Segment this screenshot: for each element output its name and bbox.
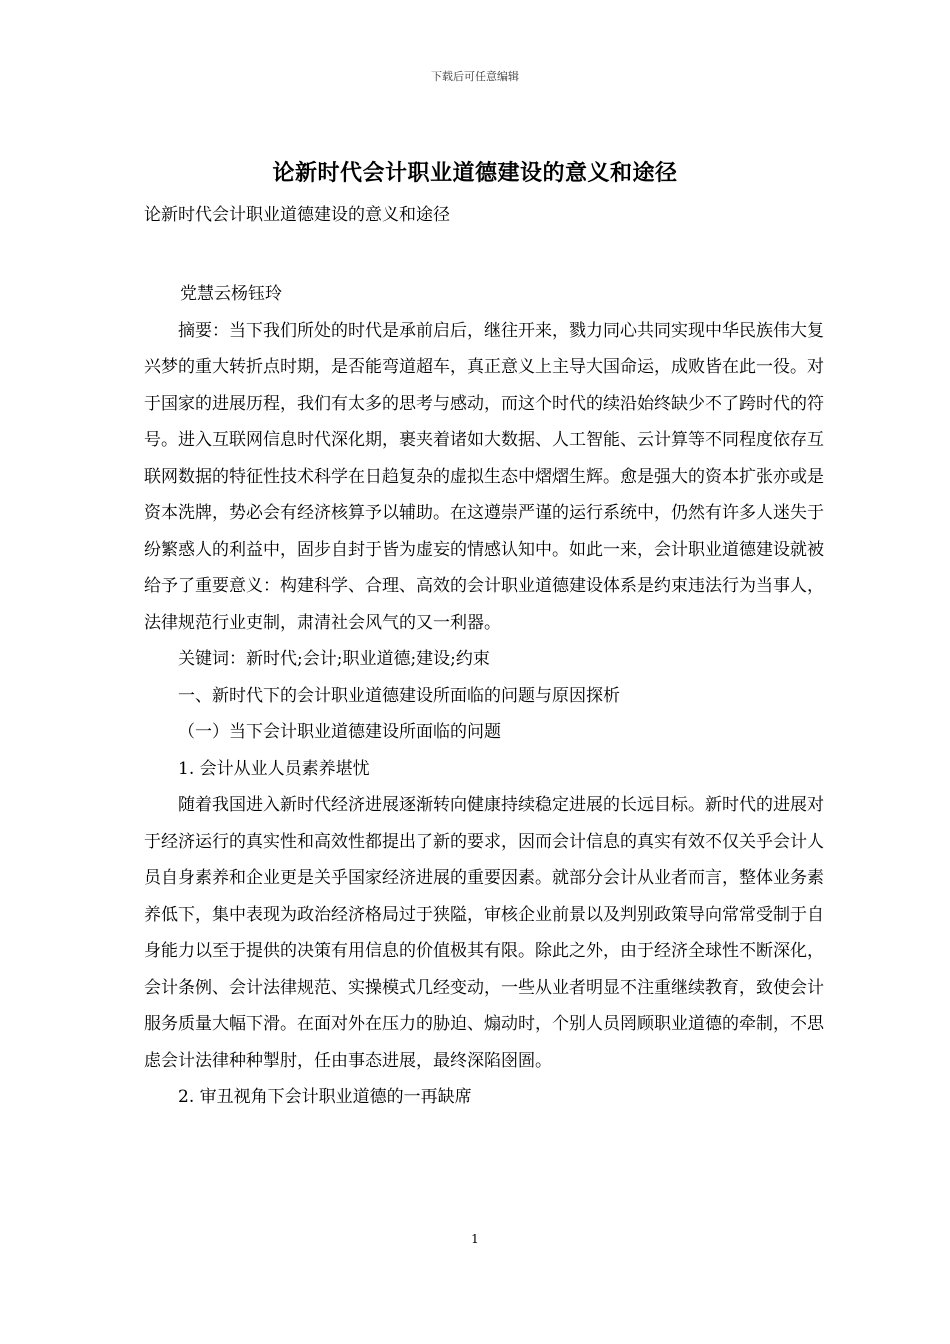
document-body: [144, 276, 824, 1116]
abstract-paragraph: 摘要：当下我们所处的时代是承前启后，继往开来，戮力同心共同实现中华民族伟大复兴梦的重大转折点时期，是否能弯道超车，真正意义上主导大国命运，成败皆在此一役。对于国家的进展历程，我们有太多的思考与感动，而这个时代的续沿始终缺少不了跨时代的符号。进入互联网信息时代深化期，裹夹着诸如大数据、人工智能、云计算等不同程度依存互联网数据的特征性技术科学在日趋复杂的虚拟生态中熠熠生辉。愈是强大的资本扩张亦或是资本洗牌，势必会有经济核算予以辅助。在这遵崇严谨的运行系统中，仍然有许多人迷失于纷繁惑人的利益中，固步自封于皆为虚妄的情感认知中。如此一来，会计职业道德建设就被给予了重要意义：构建科学、合理、高效的会计职业道德建设体系是约束违法行为当事人，法律规范行业吏制，肃清社会风气的又一利器。: [144, 320, 824, 633]
page-number: 1: [471, 1232, 479, 1246]
keywords-line: 关键词：新时代;会计;职业道德;建设;约束: [178, 649, 490, 669]
section-heading: 一、新时代下的会计职业道德建设所面临的问题与原因探析: [178, 685, 620, 706]
document-title: 论新时代会计职业道德建设的意义和途径: [272, 160, 678, 186]
item-heading: 2. 审丑视角下会计职业道德的一再缺席: [178, 1087, 472, 1107]
author-line: 党慧云杨钰玲: [180, 284, 282, 304]
body-paragraph: 随着我国进入新时代经济进展逐渐转向健康持续稳定进展的长远目标。新时代的进展对于经济运行的真实性和高效性都提出了新的要求，因而会计信息的真实有效不仅关乎会计人员自身素养和企业更是关乎国家经济进展的重要因素。就部分会计从业者而言，整体业务素养低下，集中表现为政治经济格局过于狭隘，审核企业前景以及判别政策导向常常受制于自身能力以至于提供的决策有用信息的价值极其有限。除此之外，由于经济全球性不断深化，会计条例、会计法律规范、实操模式几经变动，一些从业者明显不注重继续教育，致使会计服务质量大幅下滑。在面对外在压力的胁迫、煽动时，个别人员罔顾职业道德的牵制，不思虑会计法律种种掣肘，任由事态进展，最终深陷囹圄。: [144, 795, 824, 1071]
document-subtitle: 论新时代会计职业道德建设的意义和途径: [144, 205, 450, 225]
subsection-heading: （一）当下会计职业道德建设所面临的问题: [178, 722, 501, 742]
page-header: 下载后可任意编辑: [431, 70, 519, 83]
item-heading: 1. 会计从业人员素养堪忧: [178, 758, 370, 779]
